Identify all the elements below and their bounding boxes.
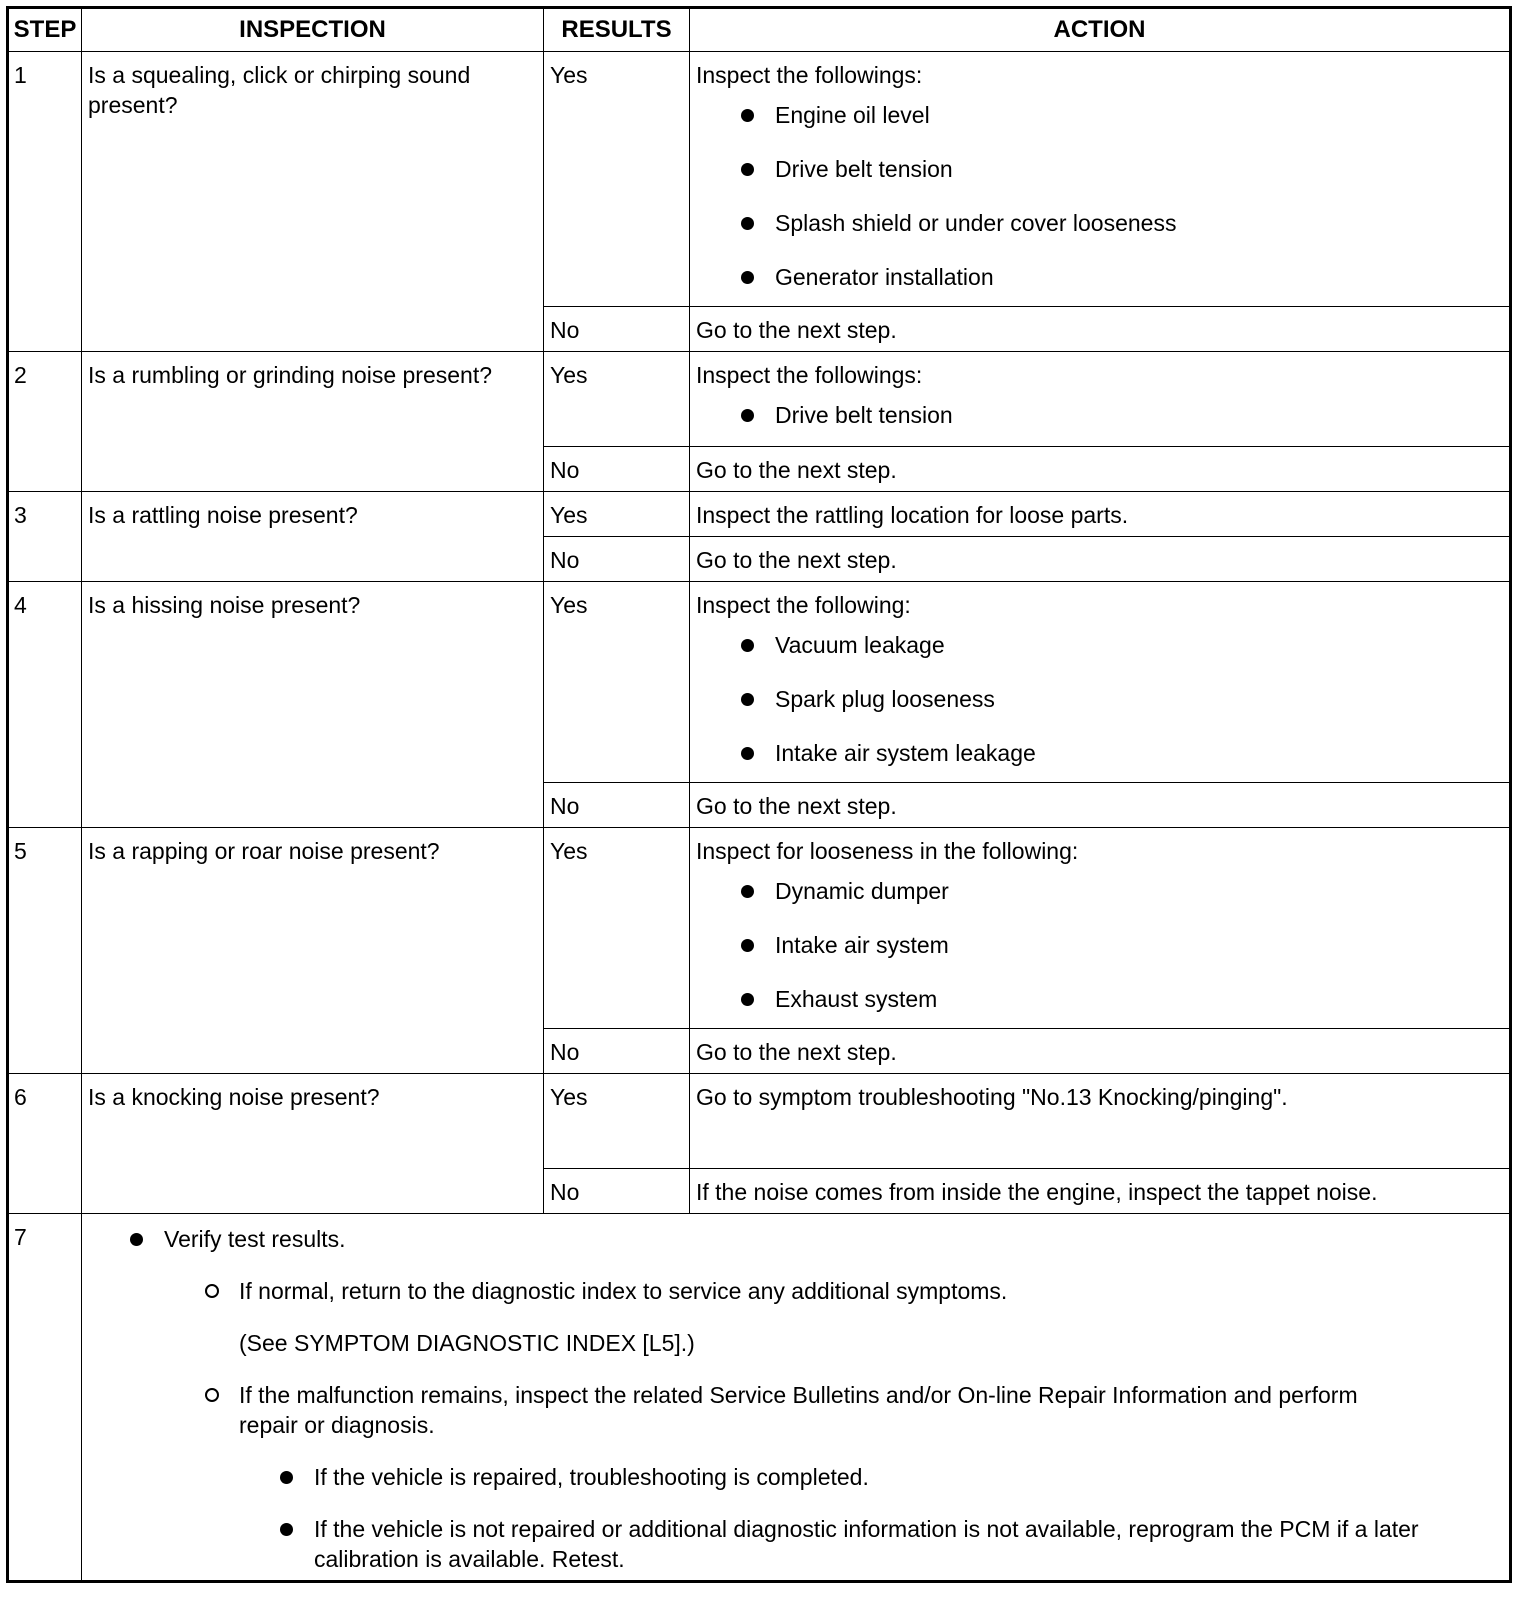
normal-item [205, 1276, 1503, 1306]
diagnostic-table [6, 6, 1512, 1583]
action-text: Inspect the followings: [696, 62, 923, 88]
table-row [8, 582, 1511, 783]
action-text: Inspect the following: [696, 592, 911, 618]
table-row [8, 492, 1511, 537]
final-step-content [82, 1214, 1511, 1582]
action-yes [690, 582, 1511, 783]
action-yes [690, 52, 1511, 307]
normal-text: If normal, return to the diagnostic index to service any additional symptoms. [239, 1278, 1008, 1304]
list-item: Spark plug looseness [741, 684, 1503, 714]
step-number: 4 [8, 582, 82, 828]
action-no: Go to the next step. [690, 537, 1511, 582]
inspection-text: Is a rapping or roar noise present? [82, 828, 544, 1074]
result-yes: Yes [544, 828, 690, 1029]
action-list [696, 876, 1503, 1014]
repaired-text: If the vehicle is repaired, troubleshooting is completed. [314, 1464, 869, 1490]
result-yes: Yes [544, 352, 690, 447]
verify-item: Verify test results. [130, 1224, 1503, 1254]
action-text: Inspect for looseness in the following: [696, 838, 1079, 864]
list-item: Splash shield or under cover looseness [741, 208, 1503, 238]
diagnostic-table-container [6, 6, 1509, 1583]
step-number: 7 [8, 1214, 82, 1582]
list-item: Exhaust system [741, 984, 1503, 1014]
reference-note: (See SYMPTOM DIAGNOSTIC INDEX [L5].) [239, 1330, 695, 1356]
step-number: 1 [8, 52, 82, 352]
action-no: Go to the next step. [690, 447, 1511, 492]
table-row [8, 352, 1511, 447]
malfunction-item [205, 1380, 1503, 1440]
result-no: No [544, 307, 690, 352]
action-text: Inspect the followings: [696, 362, 923, 388]
action-yes [690, 828, 1511, 1029]
header-inspection: INSPECTION [82, 8, 544, 52]
result-yes: Yes [544, 492, 690, 537]
result-no: No [544, 1169, 690, 1214]
list-item: Generator installation [741, 262, 1503, 292]
action-list [696, 100, 1503, 292]
step-number: 2 [8, 352, 82, 492]
list-item: Engine oil level [741, 100, 1503, 130]
action-no: Go to the next step. [690, 1029, 1511, 1074]
action-list [696, 400, 1503, 430]
header-step: STEP [8, 8, 82, 52]
table-row [8, 828, 1511, 1029]
table-row [8, 52, 1511, 307]
malfunction-text: If the malfunction remains, inspect the related Service Bulletins and/or On-line Repair Information and perform repair or diagnosis. [239, 1382, 1358, 1438]
header-action: ACTION [690, 8, 1511, 52]
list-item: Dynamic dumper [741, 876, 1503, 906]
inspection-text: Is a squealing, click or chirping sound present? [82, 52, 544, 352]
list-item: Drive belt tension [741, 154, 1503, 184]
inspection-text: Is a rattling noise present? [82, 492, 544, 582]
list-item: Vacuum leakage [741, 630, 1503, 660]
repaired-item [280, 1462, 1503, 1492]
action-no: If the noise comes from inside the engine, inspect the tappet noise. [690, 1169, 1511, 1214]
action-no: Go to the next step. [690, 307, 1511, 352]
action-yes: Inspect the rattling location for loose parts. [690, 492, 1511, 537]
action-no: Go to the next step. [690, 783, 1511, 828]
step-number: 3 [8, 492, 82, 582]
step-number: 5 [8, 828, 82, 1074]
result-yes: Yes [544, 1074, 690, 1169]
header-row [8, 8, 1511, 52]
action-yes [690, 352, 1511, 447]
table-row [8, 1214, 1511, 1582]
not-repaired-text: If the vehicle is not repaired or additional diagnostic information is not available, reprogram the PCM if a later calibration is available. Retest. [314, 1516, 1419, 1572]
not-repaired-item [280, 1514, 1503, 1574]
step-number: 6 [8, 1074, 82, 1214]
result-no: No [544, 537, 690, 582]
inspection-text: Is a knocking noise present? [82, 1074, 544, 1214]
action-yes: Go to symptom troubleshooting "No.13 Knocking/pinging". [690, 1074, 1511, 1169]
result-yes: Yes [544, 52, 690, 307]
inspection-text: Is a rumbling or grinding noise present? [82, 352, 544, 492]
list-item: Drive belt tension [741, 400, 1503, 430]
list-item: Intake air system leakage [741, 738, 1503, 768]
result-yes: Yes [544, 582, 690, 783]
action-list [696, 630, 1503, 768]
inspection-text: Is a hissing noise present? [82, 582, 544, 828]
table-row [8, 1074, 1511, 1169]
result-no: No [544, 447, 690, 492]
list-item: Intake air system [741, 930, 1503, 960]
result-no: No [544, 783, 690, 828]
result-no: No [544, 1029, 690, 1074]
header-results: RESULTS [544, 8, 690, 52]
